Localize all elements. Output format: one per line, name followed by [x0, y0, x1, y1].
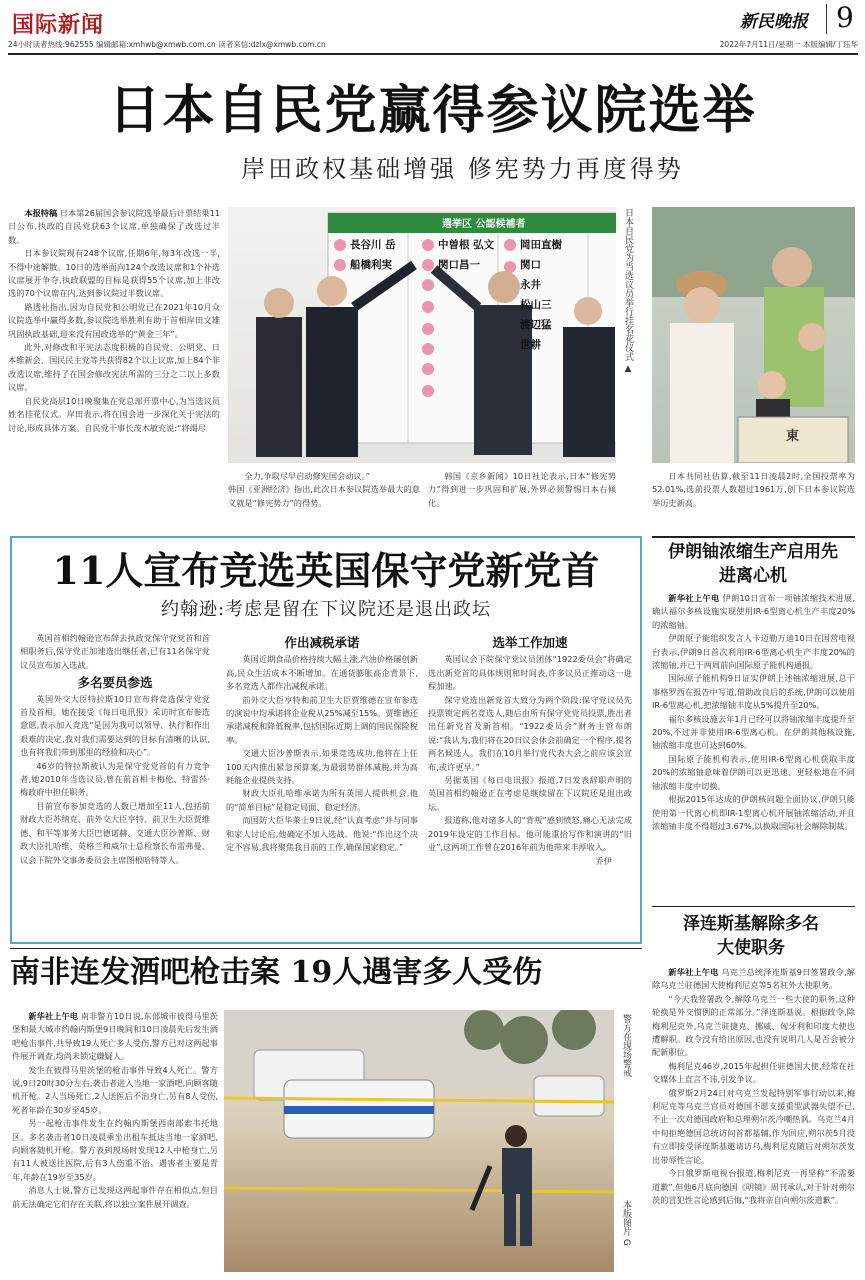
board-header: 選挙区 公認候補者 [442, 219, 526, 230]
uk-col3 [428, 636, 632, 868]
lead-col3 [428, 470, 616, 510]
masthead [8, 2, 858, 40]
safrica-para: 新华社上午电 南非警方10日说,东部城市彼得马里茨堡和最大城市约翰内斯堡9日晚间和10日凌晨先后发生酒吧枪击事件,共导致19人死亡多人受伤,警方已对这两起事件展开调查,均尚未锁定嫌疑人。 [12, 1011, 218, 1062]
board-name: 世耕 [520, 339, 541, 351]
board-name: 関口 [520, 259, 541, 271]
safrica-para: 消息人士说,警方已发现这两起事件存在相似点,但目前无法确定它们存在关联,将以独立案件展开调查。 [12, 1185, 218, 1209]
voting-illustration [652, 207, 855, 463]
ballot-box-label: 東 [786, 429, 800, 444]
ukraine-para: 梅利尼克46岁,2015年起担任驻德国大使,经常在社交媒体上直言不讳,引发争议。 [652, 1060, 855, 1085]
iran-headline: 伊朗铀浓缩生产启用先进离心机 [668, 542, 838, 586]
uk-sub-tax: 作出减税承诺 [284, 635, 360, 650]
ukraine-para: 今日俄罗斯电视台报道,梅利尼克一再坚称“不需要道歉”,但他6月底向德国《明镜》周刊承认,对于针对朔尔茨的冒犯性言论感到后悔,“我将亲自向朔尔茨道歉”。 [652, 1168, 855, 1205]
uk-intro: 英国首相约翰逊宣布辞去执政党保守党党首和首相职务后,保守党正加速选出继任者,已有11名保守党议员宣布加入选战。 [20, 633, 210, 670]
header-divider [826, 4, 827, 34]
uk-para: 前外交大臣亨特和前卫生大臣贾维德在宣布参选的演说中均承诺将企业税从25%减至15%。贾维德还承诺减税和降低税率,包括国际近期上调的国民保险税率。 [226, 694, 418, 745]
lead-para: 路透社指出,因为自民党和公明党已在2021年10月众议院选举中赢得多数,参议院选举胜利有助于首相岸田文雄巩固执政基础,迎来没有国政选举的“黄金三年”。 [8, 301, 220, 339]
header-rule [8, 53, 858, 55]
uk-para: 而国防大臣华莱士9日说,经“认真考虑”并与同事和家人讨论后,他确定不加入选战。他说:“作出这个决定不容易,我将聚焦我目前的工作,确保国家稳定。” [226, 815, 418, 853]
ukraine-headline: 泽连斯基解除多名大使职务 [683, 914, 819, 958]
lead-para: 本报特稿 日本第26届国会参议院选举最后计票结果11日公布,执政的自民党获63个议席,单独确保了改选过半数。 [8, 208, 220, 245]
voting-photo-caption [652, 470, 855, 510]
board-name: 長谷川 岳 [350, 239, 396, 251]
uk-para: 财政大臣扎哈维承诺为所有英国人提供机会,他的“简单目标”是稳定局面、稳定经济。 [226, 788, 418, 812]
iran-para: 伊朗原子能组织发言人卡迈勒万迪10日在国营电视台表示,伊朗9日首次利用IR-6型离心机生产丰度20%的浓缩铀,并已于两周前向国际原子能机构通报。 [652, 633, 855, 671]
uk-para: 交通大臣沙普斯表示,如果竞选成功,他将在上任100天内推出紧急预算案,为最弱势群体减税,并为高耗能企业提供支持。 [226, 748, 418, 786]
uk-byline: 乔伊 [595, 855, 612, 866]
police-scene-illustration [224, 1010, 614, 1272]
uk-col1 [20, 632, 210, 867]
iran-para: 国际原子能机构9日证实伊朗上述铀浓缩进展,总干事格罗西在报告中写道,借助改良后的系统,伊朗可以使用IR-6型离心机,把浓缩铀丰度从5%提升至20%。 [652, 673, 855, 711]
uk-para: 报道称,他对诸多人的“背叛”感到愤怒,痛心无法完成2019年设定的工作目标。他可能重拾写作和演讲的“旧业”,这两项工作曾在2016年前为他带来丰厚收入。 [428, 815, 632, 853]
ukraine-body [652, 966, 855, 1207]
board-names-left [350, 235, 396, 275]
lead-subhead: 岸田政权基础增强 修宪势力再度得势 [241, 155, 684, 183]
photo-credit: 本版图片 G [621, 1200, 631, 1246]
uk-sub-candidates: 多名要员参选 [77, 675, 153, 691]
right-col-rule-top [652, 536, 855, 538]
right-col-rule-mid [652, 906, 855, 907]
uk-col2 [226, 636, 418, 855]
brand-logo: 新民晚报 [740, 12, 808, 32]
voting-caption-text: 日本共同社估算,截至11日凌晨2时,全国投票率为52.01%,选前投票人数超过1961万,创下日本参议院选举历史新高。 [652, 471, 855, 508]
ukraine-para: “今天我签署政令,解除乌克兰一些大使的职务,这种轮换是外交惯例的正常部分。”泽连斯基说。根据政令,除梅利尼克外,乌克兰驻捷克、挪威、匈牙利和印度大使也遭解职。政令没有给出原因,也没有说明几人是否会被分配新职位。 [652, 993, 855, 1058]
uk-para: 46岁的特拉斯被认为是保守党党首的有力竞争者,她2010年当选议员,曾在前首相卡梅伦、特雷莎·梅政府中担任职务。 [20, 760, 210, 798]
lead-para: 自民党高层10日晚聚集在党总部开票中心,为当选议员姓名挂花仪式。岸田表示,将在国会进一步深化关于宪法的讨论,形成具体方案。自民党干事长茂木敏充说:“将竭尽 [8, 395, 220, 433]
board-name: 松山三 [520, 299, 552, 311]
board-name: 永井 [520, 279, 541, 291]
lead-headline: 日本自民党赢得参议院选举 [108, 80, 757, 141]
board-name: 中曽根 弘文 [438, 239, 495, 251]
uk-para: 英国议会下院保守党议员团体“1922委员会”将确定选出新党首的具体规则和时间表,许多议员正推动这一进程加速。 [428, 654, 632, 692]
lead-photo-ceremony [228, 207, 616, 463]
safrica-body [12, 1010, 218, 1211]
uk-sub-process: 选举工作加速 [492, 635, 568, 650]
lead-para: 日本参议院现有248个议席,任期6年,每3年改选一半,不得中途解散。10日的选举面向124个改选议席和1个补选议席展开争夺,执政联盟的目标是获得55个议席,加上非改选的70个议席在内,达到参议院过半数议席。 [8, 248, 220, 299]
iran-para: 根据2015年达成的伊朗核问题全面协议,伊朗只能使用第一代离心机即IR-1型离心机开展铀浓缩活动,并且浓缩铀丰度不得超过3.67%,以换取国际社会解除制裁。 [652, 794, 855, 831]
lead-col1 [8, 207, 220, 435]
uk-para: 另据英国《每日电讯报》报道,7日发表辞职声明的英国首相约翰逊正在考虑是继续留在下议院还是退出政坛。 [428, 775, 632, 812]
uk-para: 目前宣布参加竞选的人数已增加至11人,包括前财政大臣苏纳克、前外交大臣亨特、前卫生大臣贾维德、和平等事务大臣巴德诺赫、交通大臣沙普斯、财政大臣扎哈维、英格兰和威尔士总检察长布雷弗曼、议会下院外交事务委员会主席图根哈特等人。 [20, 800, 210, 865]
uk-para: 英国近期食品价格持续大幅上涨,汽油价格屡创新高,民众生活成本不断增加。在通货膨胀高企背景下,多名竞选人都作出减税承诺。 [226, 654, 418, 692]
iran-para: 新华社上午电 伊朗10日宣布一项铀浓缩技术进展,确认福尔多核设施实现使用IR-6型离心机生产丰度20%的浓缩铀。 [652, 593, 855, 630]
safrica-photo-caption: 警方在现场警戒 [621, 1014, 631, 1077]
ukraine-para: 新华社上午电 乌克兰总统泽连斯基9日签署政令,解除乌克兰驻德国大使梅利尼克等5名驻外大使职务。 [652, 967, 855, 991]
iran-para: 福尔多核设施去年1月已经可以将铀浓缩丰度提升至20%,不过并非使用IR-6型离心机。在伊朗其他核设施,铀浓缩丰度也可达到60%。 [652, 713, 855, 751]
iran-para: 国际原子能机构表示,使用IR-6型离心机获取丰度20%的浓缩铀意味着伊朗可以更迅速、更轻松地在不同铀浓缩丰度中切换。 [652, 753, 855, 791]
uk-para: 英国外交大臣特拉斯10日宣布将竞选保守党党首及首相。她在接受《每日电讯报》采访时宣布参选意愿,表示加入竞选“是因为我可以领导、执行和作出艰难的决定,我对我们需要达到的目标有清晰的认识,也有将我们带到那里的经验和决心”。 [20, 693, 210, 758]
hotline-text: 24小时读者热线:962555 编辑邮箱:xmhwb@xmwb.com.cn 读者来信:dzlx@xmwb.com.cn [8, 40, 326, 49]
safrica-rule [10, 948, 642, 949]
iran-body [652, 592, 855, 833]
board-names-mid [438, 235, 494, 275]
page-number: 9 [836, 1, 854, 34]
lead-col2-text: 全力,争取尽早启动修宪国会动议。” 韩国《亚洲经济》指出,此次日本参议院选举最大的意义就是“修宪势力”的得势。 [228, 471, 420, 508]
safrica-para: 另一起枪击事件发生在约翰内斯堡西南部索韦托地区。多名袭击者10日凌晨乘坐出租车抵达当地一家酒吧,向顾客随机开枪。警方表到现场时发现12人中枪身亡,另有11人被送往医院,后有3人伤重不治。遇害者主要是青年,年龄在19岁至35岁。 [12, 1118, 218, 1182]
lead-photo-voting [652, 207, 855, 463]
board-name: 船橋利実 [350, 259, 392, 271]
uk-para: 保守党选出新党首大致分为两个阶段:保守党议员先投票锁定两名竞选人,随后由所有保守党党员投票,胜出者出任新党首及新首相。“1922委员会”财务主管布朗说:“我认为,我们将在20日议会休会前确定一个程序,提名两名候选人。我们在10月举行党代表大会之前应该会宣布,或许更早。” [428, 694, 632, 772]
header-info-row [8, 38, 858, 52]
uk-subhead: 约翰逊:考虑是留在下议院还是退出政坛 [160, 599, 492, 620]
safrica-para: 发生在彼得马里茨堡的枪击事件导致4人死亡。警方说,9日20时30分左右,袭击者进入当地一家酒吧,向顾客随机开枪。2人当场死亡,2人送医后不治身亡,另有8人受伤,死者年龄在30岁至45岁。 [12, 1064, 218, 1115]
board-name: 渡辺猛 [520, 319, 552, 331]
ceremony-photo-caption: 日本自民党为当选议员举行挂名花仪式 ▲ [623, 208, 633, 374]
date-info: 2022年7月11日/星期一 本版编辑/丁珏华 [719, 40, 858, 49]
lead-col3-text: 韩国《京乡新闻》10日社论表示,日本“修宪势力”得到进一步巩固和扩展,外界必须警惕日本右倾化。 [428, 471, 616, 508]
safrica-headline: 南非连发酒吧枪击案 19人遇害多人受伤 [10, 955, 543, 990]
uk-headline: 11人宣布竞选英国保守党新党首 [52, 548, 600, 593]
section-title: 国际新闻 [12, 12, 105, 38]
board-name: 岡田直樹 [520, 239, 562, 251]
lead-col2 [228, 470, 420, 510]
board-names-right [520, 235, 562, 355]
board-name: 関口昌一 [438, 259, 480, 271]
ukraine-para: 俄罗斯2月24日对乌克兰发起特别军事行动以来,梅利尼克等乌克兰官员对德国不愿支援重型武器失望不已,不止一次对德国政府和总理朔尔茨冷嘲热讽。乌克兰4月中旬拒绝德国总统访问首都基辅,作为回应,朔尔茨5月没有立即接受泽连斯基邀请访乌,梅利尼克随后对朔尔茨发出带辱性言论。 [652, 1087, 855, 1165]
safrica-photo [224, 1010, 614, 1272]
lead-para: 此外,对修改和平宪法态度积极的自民党、公明党、日本维新会、国民民主党等共获得82个以上议席,加上84个非改选议席,维持了在国会修改宪法所需的三分之二以上多数议席。 [8, 342, 220, 393]
